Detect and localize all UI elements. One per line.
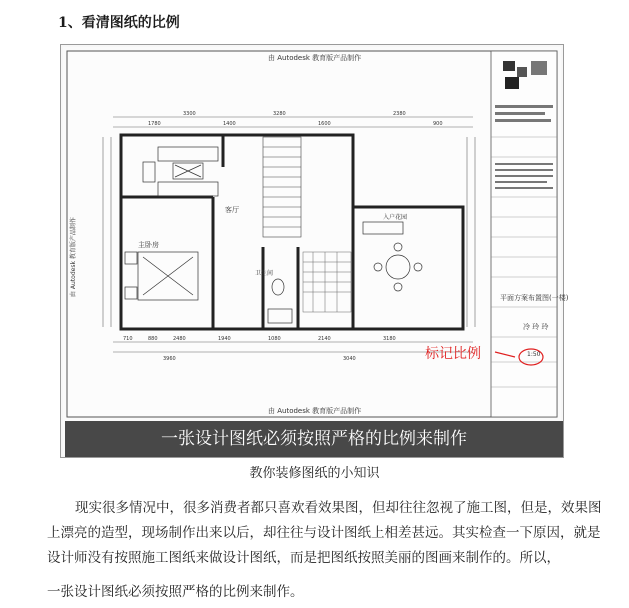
- svg-text:3960: 3960: [163, 356, 176, 362]
- floor-plan-drawing: [63, 47, 569, 455]
- svg-text:1780: 1780: [148, 121, 161, 127]
- body-paragraph: 现实很多情况中，很多消费者都只喜欢看效果图，但却往往忽视了施工图，但是，效果图上漂亮的造型，现场制作出来以后，却往往与设计图纸上相差甚远。其实检查一下原因，就是设计师没有按照施工图纸来做设计图纸，而是把图纸按照美丽的图画来制作的。所以，: [47, 500, 602, 566]
- svg-text:3280: 3280: [273, 111, 286, 117]
- svg-text:2480: 2480: [173, 336, 186, 342]
- room-label-bath: 卫生间: [255, 270, 274, 277]
- svg-text:2140: 2140: [318, 336, 331, 342]
- side-watermark: 由 Autodesk 教育版产品制作: [70, 217, 77, 297]
- svg-text:900: 900: [433, 121, 443, 127]
- svg-text:1400: 1400: [223, 121, 236, 127]
- room-label-bedroom: 主卧房: [138, 241, 159, 249]
- bottom-watermark: 由 Autodesk 教育版产品制作: [268, 407, 362, 415]
- svg-text:710: 710: [123, 336, 133, 342]
- body-paragraph-2: 一张设计图纸必须按照严格的比例来制作。: [47, 584, 304, 600]
- svg-text:1600: 1600: [318, 121, 331, 127]
- overlay-caption: 一张设计图纸必须按照严格的比例来制作: [65, 421, 563, 457]
- svg-text:3040: 3040: [343, 356, 356, 362]
- svg-text:3180: 3180: [383, 336, 396, 342]
- svg-text:3300: 3300: [183, 111, 196, 117]
- designer-name: 冷 玲 玲: [523, 323, 549, 331]
- svg-text:2380: 2380: [393, 111, 406, 117]
- top-watermark: 由 Autodesk 教育版产品制作: [268, 54, 362, 62]
- section-heading: 1、看清图纸的比例: [58, 15, 180, 31]
- svg-text:1940: 1940: [218, 336, 231, 342]
- floor-plan-figure: [60, 44, 569, 458]
- figure-caption: 教你装修图纸的小知识: [249, 466, 380, 481]
- floor-plan-image: [63, 47, 569, 455]
- room-label-living: 客厅: [225, 206, 239, 214]
- scale-label: 1:50: [527, 351, 541, 358]
- plan-title: 平面方案布置图(一楼): [500, 294, 569, 302]
- room-label-garden: 入户花园: [383, 214, 408, 221]
- scale-annotation: 标记比例: [425, 346, 481, 362]
- svg-text:1080: 1080: [268, 336, 281, 342]
- svg-text:880: 880: [148, 336, 158, 342]
